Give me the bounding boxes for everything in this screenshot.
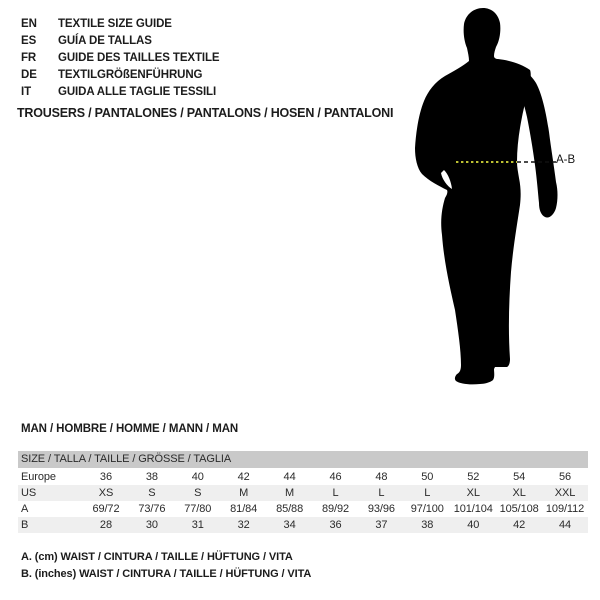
- size-table-header: SIZE / TALLA / TAILLE / GRÖSSE / TAGLIA: [18, 451, 588, 468]
- table-cell: 31: [191, 519, 204, 531]
- table-cell: M: [239, 487, 249, 499]
- table-cell: 105/108: [499, 503, 539, 515]
- table-cell: 38: [145, 471, 158, 483]
- table-cell: 50: [421, 471, 434, 483]
- table-cell: 48: [375, 471, 388, 483]
- table-cell: XXL: [554, 487, 576, 499]
- man-figure: [390, 0, 600, 420]
- table-cell: 89/92: [321, 503, 349, 515]
- language-label: TEXTILGRÖßENFÜHRUNG: [58, 69, 203, 81]
- row-label: A: [21, 503, 29, 515]
- row-label: Europe: [21, 471, 56, 483]
- language-row-es: [21, 33, 220, 50]
- table-row-us: [18, 485, 588, 501]
- size-table: [18, 451, 588, 533]
- legend-line-b: B. (inches) WAIST / CINTURA / TAILLE / HÜFTUNG / VITA: [21, 567, 312, 580]
- table-row-b-inches: [18, 517, 588, 533]
- table-cell: XS: [98, 487, 114, 499]
- table-row-a-cm: [18, 501, 588, 517]
- language-code: ES: [21, 35, 37, 47]
- table-cell: 36: [99, 471, 112, 483]
- language-row-it: [21, 84, 220, 101]
- table-cell: 40: [191, 471, 204, 483]
- table-cell: 42: [237, 471, 250, 483]
- table-cell: XL: [466, 487, 480, 499]
- table-cell: 37: [375, 519, 388, 531]
- man-silhouette-icon: [390, 0, 600, 420]
- legend-line-a: A. (cm) WAIST / CINTURA / TAILLE / HÜFTUNG / VITA: [21, 551, 293, 563]
- table-cell: 32: [237, 519, 250, 531]
- language-label: GUÍA DE TALLAS: [58, 35, 152, 47]
- row-label: US: [21, 487, 37, 499]
- gender-heading: MAN / HOMBRE / HOMME / MANN / MAN: [21, 423, 239, 435]
- table-cell: 52: [467, 471, 480, 483]
- garment-type-heading: TROUSERS / PANTALONES / PANTALONS / HOSEN / PANTALONI: [17, 106, 394, 120]
- table-cell: S: [148, 487, 156, 499]
- table-cell: 40: [467, 519, 480, 531]
- language-code: DE: [21, 69, 37, 81]
- table-cell: 44: [283, 471, 296, 483]
- table-cell: 28: [99, 519, 112, 531]
- table-cell: 109/112: [545, 503, 585, 515]
- table-cell: L: [332, 487, 339, 499]
- measure-label-ab: A-B: [556, 154, 576, 166]
- table-cell: 34: [283, 519, 296, 531]
- table-cell: 97/100: [410, 503, 444, 515]
- table-cell: S: [194, 487, 202, 499]
- language-label: GUIDE DES TAILLES TEXTILE: [58, 52, 220, 64]
- table-cell: 36: [329, 519, 342, 531]
- measurement-legend: [21, 549, 311, 582]
- language-label: GUIDA ALLE TAGLIE TESSILI: [58, 86, 217, 98]
- language-code: FR: [21, 52, 37, 64]
- row-label: B: [21, 519, 29, 531]
- table-cell: 44: [559, 519, 572, 531]
- language-row-fr: [21, 50, 220, 67]
- language-row-en: [21, 16, 220, 33]
- table-cell: 77/80: [184, 503, 212, 515]
- table-cell: XL: [512, 487, 526, 499]
- table-cell: 38: [421, 519, 434, 531]
- table-row-europe: [18, 469, 588, 485]
- table-cell: 42: [513, 519, 526, 531]
- language-row-de: [21, 67, 220, 84]
- table-cell: M: [285, 487, 295, 499]
- language-title-block: [21, 16, 220, 101]
- table-cell: 56: [559, 471, 572, 483]
- table-cell: 46: [329, 471, 342, 483]
- table-cell: 54: [513, 471, 526, 483]
- table-cell: 73/76: [138, 503, 166, 515]
- table-cell: 101/104: [453, 503, 493, 515]
- table-cell: 85/88: [276, 503, 304, 515]
- language-code: IT: [21, 86, 32, 98]
- language-label: TEXTILE SIZE GUIDE: [58, 18, 172, 30]
- language-code: EN: [21, 18, 37, 30]
- table-cell: 81/84: [230, 503, 258, 515]
- table-cell: 93/96: [367, 503, 395, 515]
- table-cell: 30: [145, 519, 158, 531]
- table-cell: L: [378, 487, 385, 499]
- table-cell: L: [424, 487, 431, 499]
- table-cell: 69/72: [92, 503, 120, 515]
